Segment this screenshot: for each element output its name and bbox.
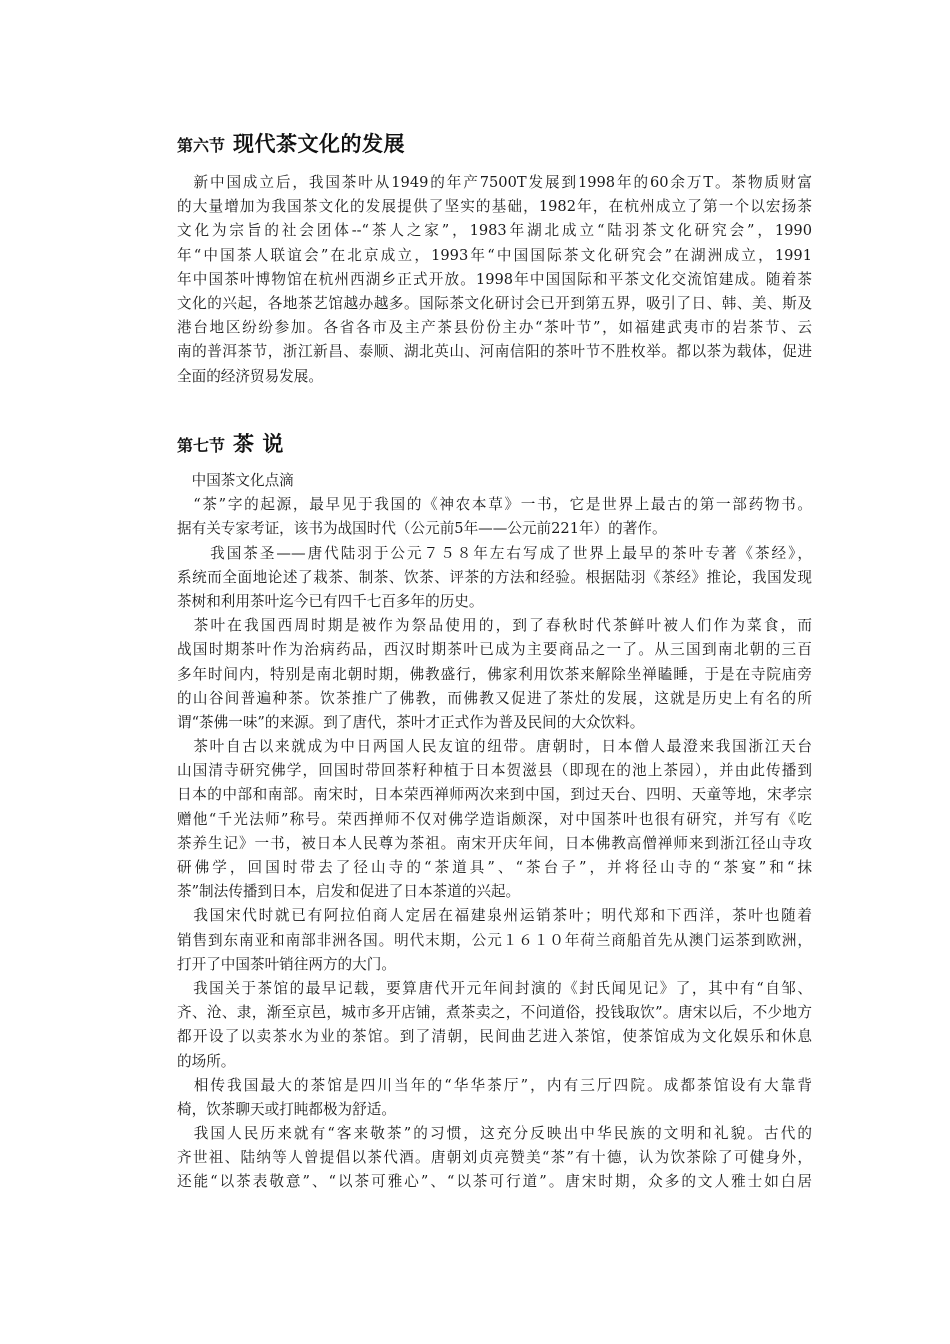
text-line: 日本的中部和南部。南宋时，日本荣西禅师两次来到中国，到过天台、四明、天童等地，宋孝宗 [177,786,812,804]
section-6-number: 第六节 [177,136,226,155]
text-line: 茶养生记》一书，被日本人民尊为茶祖。南宋开庆年间，日本佛教高僧禅师来到浙江径山寺攻 [177,834,812,852]
text-line: 茶叶自古以来就成为中日两国人民友谊的纽带。唐朝时，日本僧人最澄来我国浙江天台 [177,738,812,756]
section-7-body [177,469,812,1195]
text-line: 研佛学，回国时带去了径山寺的“茶道具”、“茶台子”，并将径山寺的“茶宴”和“抹 [177,859,812,876]
text-line: 年中国茶叶博物馆在杭州西湖乡正式开放。1998年中国国际和平茶文化交流馆建成。随着茶 [177,270,812,288]
text-line: 文化的兴起，各地茶艺馆越办越多。国际茶文化研讨会已开到第五界，吸引了日、韩、美、斯及 [177,294,812,312]
text-line: 还能“以茶表敬意”、“以茶可雅心”、“以茶可行道”。唐宋时期，众多的文人雅士如白居 [177,1173,812,1191]
text-line: 谓“茶佛一味”的来源。到了唐代，茶叶才正式作为普及民间的大众饮料。 [177,713,645,731]
section-7-title: 茶 说 [233,432,284,456]
text-line: 战国时期茶叶作为治病药品，西汉时期茶叶已成为主要商品之一了。从三国到南北朝的三百 [177,641,812,659]
section-6-title: 现代茶文化的发展 [233,132,406,156]
text-line: 多年时间内，特别是南北朝时期，佛教盛行，佛家利用饮茶来解除坐禅瞌睡，于是在寺院庙旁 [177,665,812,683]
text-line: 我国人民历来就有“客来敬茶”的习惯，这充分反映出中华民族的文明和礼貌。古代的 [177,1125,812,1143]
text-line: 茶”制法传播到日本，启发和促进了日本茶道的兴起。 [177,883,521,901]
text-line: 椅，饮茶聊天或打盹都极为舒适。 [177,1100,396,1118]
text-line: 茶树和利用茶叶迄今已有四千七百多年的历史。 [177,592,484,610]
text-line: 齐世祖、陆纳等人曾提倡以茶代酒。唐朝刘贞亮赞美“茶”有十德，认为饮茶除了可健身外， [177,1149,812,1167]
text-line: 齐、沧、隶，渐至京邑，城市多开店铺，煮茶卖之，不问道俗，投钱取饮”。唐宋以后，不少地方 [177,1004,812,1022]
text-line: 港台地区纷纷参加。各省各市及主产茶县份份主办“茶叶节”，如福建武夷市的岩茶节、云 [177,319,812,337]
subtitle-line: 中国茶文化点滴 [177,472,294,489]
section-7-heading [177,428,284,458]
text-line: 销售到东南亚和南部非洲各国。明代末期，公元１６１０年荷兰商船首先从澳门运茶到欧洲， [177,931,812,949]
text-line: 的山谷间普遍种茶。饮茶推广了佛教，而佛教又促进了茶灶的发展，这就是历史上有名的所 [177,689,812,707]
text-line: 年“中国茶人联谊会”在北京成立，1993年“中国国际茶文化研究会”在湖洲成立，1991 [177,246,812,264]
text-line: 的场所。 [177,1052,236,1070]
text-line: 我国关于茶馆的最早记载，要算唐代开元年间封演的《封氏闻见记》了，其中有“自邹、 [177,979,812,997]
text-line: “茶”字的起源，最早见于我国的《神农本草》一书，它是世界上最古的第一部药物书。 [177,496,812,514]
text-line: 赠他“千光法师”称号。荣西掸师不仅对佛学造诣颇深，对中国茶叶也很有研究，并写有《吃 [177,810,812,828]
section-7-number: 第七节 [177,436,226,455]
text-line: 都开设了以卖茶水为业的茶馆。到了清朝，民间曲艺进入茶馆，使茶馆成为文化娱乐和休息 [177,1028,812,1046]
text-line: 山国清寺研究佛学，回国时带回茶籽种植于日本贺滋县（即现在的池上茶园），并由此传播到 [177,762,812,780]
text-line: 相传我国最大的茶馆是四川当年的“华华茶厅”，内有三厅四院。成都茶馆设有大靠背 [177,1076,812,1094]
text-line: 南的普洱茶节，浙江新昌、泰顺、湖北英山、河南信阳的茶叶节不胜枚举。都以茶为载体，促进 [177,343,812,361]
text-line: 我国宋代时就已有阿拉伯商人定居在福建泉州运销茶叶；明代郑和下西洋，茶叶也随着 [177,907,812,925]
text-line: 茶叶在我国西周时期是被作为祭品使用的，到了春秋时代茶鲜叶被人们作为菜食，而 [177,617,812,635]
text-line: 新中国成立后，我国茶叶从1949的年产7500T发展到1998年的60余万T。茶物质财富 [177,174,812,191]
text-line: 我国茶圣——唐代陆羽于公元７５８年左右写成了世界上最早的茶叶专著《茶经》， [177,544,812,562]
section-6-heading [177,128,405,158]
text-line: 的大量增加为我国茶文化的发展提供了坚实的基础，1982年，在杭州成立了第一个以宏扬茶 [177,198,812,216]
section-6-body [177,171,812,389]
text-line: 系统而全面地论述了栽茶、制茶、饮茶、评茶的方法和经验。根据陆羽《茶经》推论，我国发现 [177,568,812,586]
text-line: 全面的经济贸易发展。 [177,367,323,385]
text-line: 文化为宗旨的社会团体--“茶人之家”，1983年湖北成立“陆羽茶文化研究会”，1990 [177,222,812,240]
text-line: 据有关专家考证，该书为战国时代（公元前5年——公元前221年）的著作。 [177,520,667,538]
text-line: 打开了中国茶叶销往两方的大门。 [177,955,396,973]
